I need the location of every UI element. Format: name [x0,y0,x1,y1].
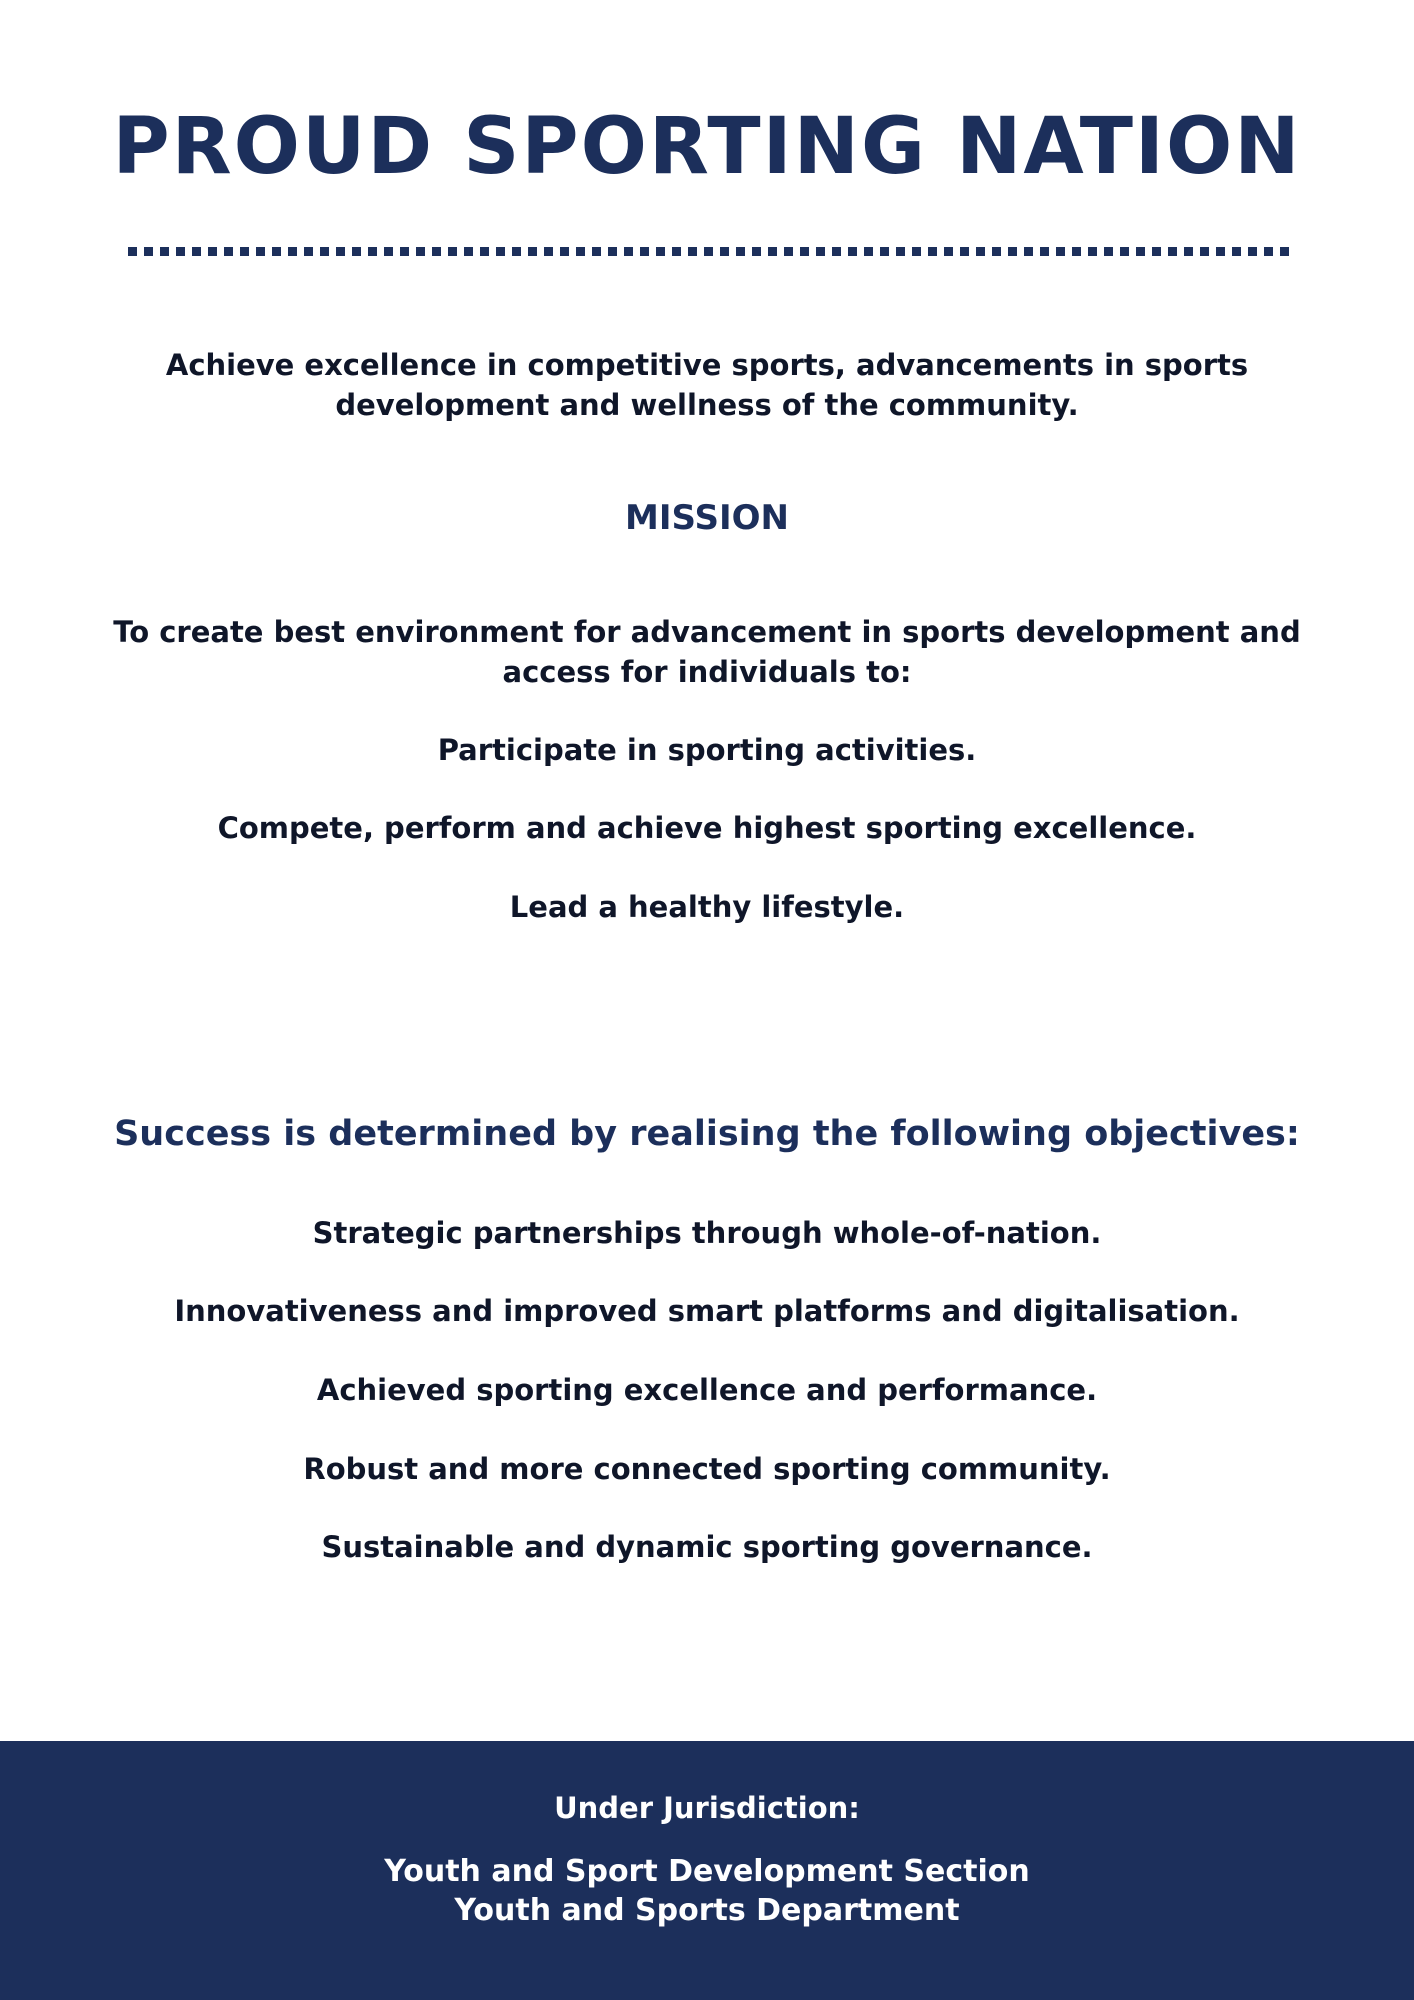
mission-heading: MISSION [625,498,789,538]
objectives-heading: Success is determined by realising the following objectives: [114,1114,1300,1154]
objective-item: Achieved sporting excellence and performance. [316,1373,1098,1407]
jurisdiction-label: Under Jurisdiction: [554,1791,860,1825]
footer-banner [0,1741,1414,2000]
mission-intro: To create best environment for advancement in sports development and access for individuals to: [113,615,1301,689]
objective-item: Sustainable and dynamic sporting governance. [321,1530,1093,1564]
objective-item: Strategic partnerships through whole-of-nation. [312,1216,1102,1250]
jurisdiction-section: Youth and Sport Development Section [384,1854,1030,1889]
objective-item: Robust and more connected sporting community. [303,1452,1111,1486]
mission-item: Participate in sporting activities. [437,733,977,767]
mission-item: Compete, perform and achieve highest sporting excellence. [217,811,1197,845]
dotted-divider [128,247,1296,256]
mission-item: Lead a healthy lifestyle. [509,890,905,924]
vision-statement: Achieve excellence in competitive sports, advancements in sports development and wellness of the community. [165,348,1249,422]
page-title: PROUD SPORTING NATION [112,102,1302,192]
objective-item: Innovativeness and improved smart platforms and digitalisation. [174,1294,1240,1328]
jurisdiction-department: Youth and Sports Department [454,1893,960,1928]
